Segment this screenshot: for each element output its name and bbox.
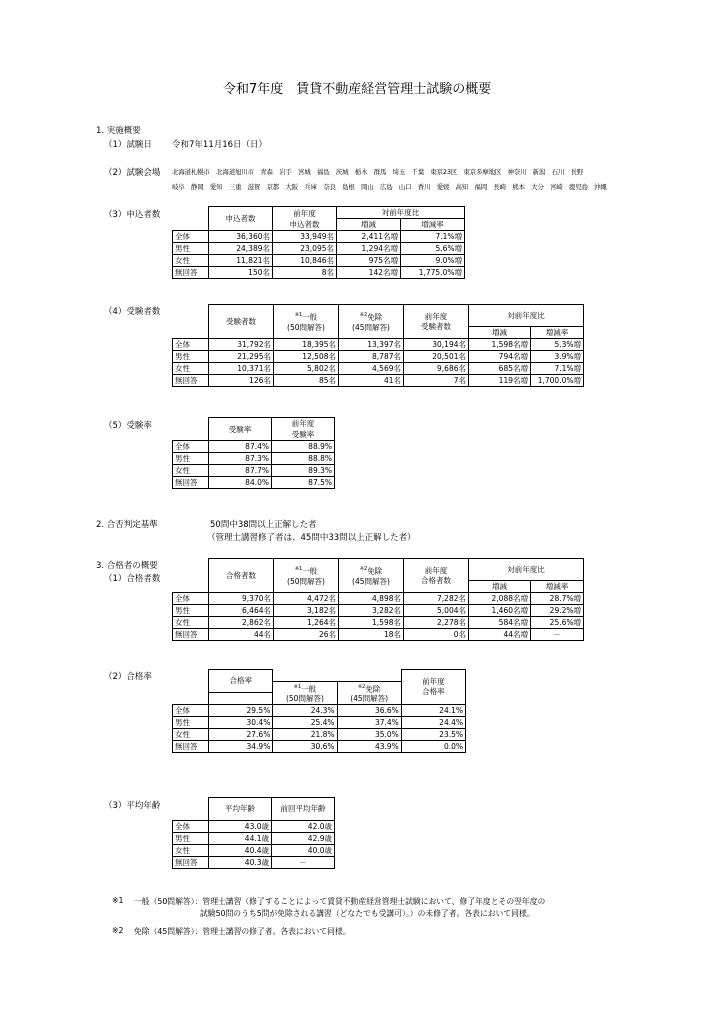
- cell-rate: 5.3%増: [531, 339, 584, 351]
- applicants-label: （3）申込者数: [104, 210, 161, 220]
- passrate-header-general: [273, 681, 337, 705]
- passers-table: [172, 558, 584, 641]
- cell-exempt: 43.9%: [337, 741, 401, 753]
- cell-rate: 7.1%増: [531, 363, 584, 375]
- table-row: [173, 820, 335, 832]
- cell-prev: 0名: [404, 629, 469, 641]
- age-header-prev: 前回平均年齢: [272, 798, 335, 821]
- table-row: [173, 231, 465, 243]
- cell-prev: 0.0%: [401, 741, 465, 753]
- examinees-header-count: 受験者数: [209, 305, 274, 339]
- header-exempt-sub: (45問解答): [350, 694, 389, 703]
- note-1-mark: ※1: [112, 896, 124, 905]
- age-header-avg: 平均年齢: [209, 798, 272, 821]
- cell-diff: 975名増: [337, 255, 401, 267]
- cell-rate: 87.3%: [209, 453, 272, 465]
- cell-rate: 28.7%増: [531, 593, 584, 605]
- cell-count: 11,821名: [209, 255, 273, 267]
- row-category: 女性: [173, 844, 209, 856]
- cell-general: 26名: [274, 629, 339, 641]
- cell-count: 24,389名: [209, 243, 273, 255]
- row-category: 女性: [173, 617, 209, 629]
- pass-criteria-line1: 50問中38問以上正解した者: [210, 520, 317, 530]
- cell-general: 85名: [274, 375, 339, 387]
- cell-count: 2,862名: [209, 617, 274, 629]
- cell-general: 24.3%: [273, 705, 337, 717]
- passrate-header-exempt: [337, 681, 401, 705]
- cell-count: 10,371名: [209, 363, 274, 375]
- cell-count: 126名: [209, 375, 274, 387]
- section-3-heading: 3. 合格者の概要: [96, 561, 158, 571]
- row-category: 全体: [173, 820, 209, 832]
- row-category: 男性: [173, 351, 209, 363]
- cell-exempt: 41名: [339, 375, 404, 387]
- table-row: [173, 717, 466, 729]
- passers-header-general: [274, 559, 339, 593]
- table-row: [173, 705, 466, 717]
- row-category: 無回答: [173, 375, 209, 387]
- table-row: [173, 605, 584, 617]
- cell-exempt: 35.0%: [337, 729, 401, 741]
- cell-diff: 584名増: [469, 617, 531, 629]
- table-row: [173, 729, 466, 741]
- cell-exempt: 18名: [339, 629, 404, 641]
- row-category: 無回答: [173, 856, 209, 868]
- examinees-header-exempt: [339, 305, 404, 339]
- passrate-table: [172, 669, 466, 753]
- note-ref-2: ※2: [359, 566, 368, 573]
- applicants-header-diff: 増減: [337, 219, 401, 231]
- pass-criteria-line2: （管理士講習修了者は、45問中33問以上正解した者）: [207, 533, 416, 543]
- passers-header-rate: 増減率: [531, 581, 584, 593]
- cell-prev: 33,949名: [273, 231, 337, 243]
- cell-general: 25.4%: [273, 717, 337, 729]
- cell-prev: 42.9歳: [272, 832, 335, 844]
- passers-header-prev: 前年度 合格者数: [404, 559, 469, 593]
- cell-count: 150名: [209, 267, 273, 279]
- cell-avg: 40.4歳: [209, 844, 272, 856]
- note-1-line1: 一般（50問解答）：管理士講習（修了することによって賃貸不動産経営管理士試験において、修了年度とその翌年度の: [134, 897, 546, 906]
- applicants-header-compare: 対前年度比: [337, 207, 465, 219]
- cell-prev: 23.5%: [401, 729, 465, 741]
- cell-diff: 142名増: [337, 267, 401, 279]
- cell-diff: 2,088名増: [469, 593, 531, 605]
- cell-prev: 89.3%: [272, 465, 335, 477]
- cell-prev: 8名: [273, 267, 337, 279]
- header-general-sub: (50問解答): [287, 322, 325, 332]
- row-category: 無回答: [173, 741, 209, 753]
- applicants-table: [172, 206, 465, 279]
- table-row: [173, 844, 335, 856]
- header-general-label: 一般: [302, 566, 318, 576]
- rate-header-rate: 受験率: [209, 418, 272, 441]
- cell-rate: －: [531, 629, 584, 641]
- table-row: [173, 453, 335, 465]
- cell-general: 1,264名: [274, 617, 339, 629]
- table-row: [173, 243, 465, 255]
- cell-diff: 685名増: [469, 363, 531, 375]
- row-category: 男性: [173, 717, 209, 729]
- cell-prev: 88.8%: [272, 453, 335, 465]
- cell-rate: 87.4%: [209, 441, 272, 453]
- table-row: [173, 832, 335, 844]
- table-row: [173, 339, 584, 351]
- cell-general: 5,802名: [274, 363, 339, 375]
- table-row: [173, 267, 465, 279]
- cell-rate: 29.5%: [209, 705, 273, 717]
- passrate-header-rate: 合格率: [209, 670, 273, 693]
- table-row: [173, 856, 335, 868]
- cell-prev: 10,846名: [273, 255, 337, 267]
- cell-rate: 29.2%増: [531, 605, 584, 617]
- passers-header-count: 合格者数: [209, 559, 274, 593]
- row-category: 無回答: [173, 267, 209, 279]
- rate-label: （5）受験率: [104, 421, 152, 431]
- examinees-label: （4）受験者数: [104, 307, 161, 317]
- cell-exempt: 13,397名: [339, 339, 404, 351]
- row-category: 無回答: [173, 477, 209, 489]
- cell-prev: 7名: [404, 375, 469, 387]
- row-category: 男性: [173, 243, 209, 255]
- cell-general: 18,395名: [274, 339, 339, 351]
- cell-prev: 87.5%: [272, 477, 335, 489]
- cell-general: 30.6%: [273, 741, 337, 753]
- cell-prev: －: [272, 856, 335, 868]
- examinees-header-general: [274, 305, 339, 339]
- cell-general: 12,508名: [274, 351, 339, 363]
- applicants-header-rate: 増減率: [401, 219, 465, 231]
- cell-prev: 24.1%: [401, 705, 465, 717]
- note-2-line: 免除（45問解答）：管理士講習の修了者。各表において同様。: [134, 927, 351, 936]
- cell-prev: 7,282名: [404, 593, 469, 605]
- passers-label: （1）合格者数: [104, 574, 161, 584]
- cell-avg: 43.0歳: [209, 820, 272, 832]
- cell-exempt: 8,787名: [339, 351, 404, 363]
- table-row: [173, 363, 584, 375]
- table-row: [173, 477, 335, 489]
- row-category: 女性: [173, 255, 209, 267]
- cell-count: 6,464名: [209, 605, 274, 617]
- cell-rate: 1,700.0%増: [531, 375, 584, 387]
- cell-diff: 119名増: [469, 375, 531, 387]
- exam-date-label: （1）試験日: [104, 140, 152, 150]
- cell-prev: 20,501名: [404, 351, 469, 363]
- cell-exempt: 3,282名: [339, 605, 404, 617]
- cell-exempt: 1,598名: [339, 617, 404, 629]
- cell-rate: 87.7%: [209, 465, 272, 477]
- cell-exempt: 37.4%: [337, 717, 401, 729]
- age-table: [172, 797, 335, 869]
- cell-count: 9,370名: [209, 593, 274, 605]
- venue-label: （2）試験会場: [104, 168, 161, 178]
- table-row: [173, 629, 584, 641]
- cell-prev: 24.4%: [401, 717, 465, 729]
- cell-count: 31,792名: [209, 339, 274, 351]
- applicants-header-count: 申込者数: [209, 207, 273, 231]
- cell-exempt: 4,569名: [339, 363, 404, 375]
- cell-prev: 5,004名: [404, 605, 469, 617]
- header-general-label: 一般: [301, 684, 317, 693]
- cell-rate: 5.6%増: [401, 243, 465, 255]
- row-category: 女性: [173, 465, 209, 477]
- header-general-label: 一般: [302, 312, 318, 322]
- examinees-header-diff: 増減: [469, 327, 531, 339]
- row-category: 女性: [173, 363, 209, 375]
- page-title: 令和7年度 賃貸不動産経営管理士試験の概要: [223, 82, 492, 97]
- venue-list-line1: 北海道札幌市 北海道旭川市 青森 岩手 宮城 福島 茨城 栃木 群馬 埼玉 千葉 東京23区 東京多摩地区 神奈川 新潟 石川 長野: [172, 168, 584, 176]
- cell-count: 44名: [209, 629, 274, 641]
- header-exempt-sub: (45問解答): [352, 576, 390, 586]
- table-row: [173, 375, 584, 387]
- cell-prev: 30,194名: [404, 339, 469, 351]
- cell-count: 36,360名: [209, 231, 273, 243]
- cell-rate: 3.9%増: [531, 351, 584, 363]
- header-general-sub: (50問解答): [285, 694, 324, 703]
- exam-date-value: 令和7年11月16日（日）: [172, 140, 268, 150]
- cell-diff: 1,460名増: [469, 605, 531, 617]
- cell-general: 21.8%: [273, 729, 337, 741]
- header-exempt-label: 免除: [367, 312, 383, 322]
- header-exempt-label: 免除: [367, 566, 383, 576]
- cell-diff: 1,598名増: [469, 339, 531, 351]
- section-2-heading: 2. 合否判定基準: [96, 520, 158, 530]
- table-row: [173, 351, 584, 363]
- table-row: [173, 617, 584, 629]
- table-row: [173, 465, 335, 477]
- examinees-table: [172, 304, 584, 387]
- cell-diff: 1,294名増: [337, 243, 401, 255]
- row-category: 全体: [173, 231, 209, 243]
- cell-prev: 88.9%: [272, 441, 335, 453]
- examinees-header-rate: 増減率: [531, 327, 584, 339]
- note-ref-2: ※2: [357, 683, 366, 690]
- passers-header-diff: 増減: [469, 581, 531, 593]
- cell-prev: 23,095名: [273, 243, 337, 255]
- cell-rate: 30.4%: [209, 717, 273, 729]
- cell-count: 21,295名: [209, 351, 274, 363]
- examinees-header-prev: 前年度 受験者数: [404, 305, 469, 339]
- venue-list-line2: 岐阜 静岡 愛知 三重 滋賀 京都 大阪 兵庫 奈良 島根 岡山 広島 山口 香川 愛媛 高知 福岡 長崎 熊本 大分 宮崎 鹿児島 沖縄: [172, 183, 607, 191]
- rate-header-prev: 前年度 受験率: [272, 418, 335, 441]
- note-ref-1: ※1: [294, 566, 303, 573]
- passers-header-compare: 対前年度比: [469, 559, 584, 581]
- cell-diff: 44名増: [469, 629, 531, 641]
- header-general-sub: (50問解答): [287, 576, 325, 586]
- cell-prev: 2,278名: [404, 617, 469, 629]
- cell-avg: 40.3歳: [209, 856, 272, 868]
- row-category: 全体: [173, 441, 209, 453]
- cell-rate: 34.9%: [209, 741, 273, 753]
- row-category: 全体: [173, 705, 209, 717]
- row-category: 男性: [173, 832, 209, 844]
- rate-table: [172, 417, 335, 489]
- cell-rate: 25.6%増: [531, 617, 584, 629]
- cell-rate: 7.1%増: [401, 231, 465, 243]
- row-category: 男性: [173, 605, 209, 617]
- row-category: 全体: [173, 339, 209, 351]
- table-row: [173, 441, 335, 453]
- cell-exempt: 36.6%: [337, 705, 401, 717]
- row-category: 無回答: [173, 629, 209, 641]
- cell-general: 4,472名: [274, 593, 339, 605]
- row-category: 全体: [173, 593, 209, 605]
- cell-avg: 44.1歳: [209, 832, 272, 844]
- row-category: 女性: [173, 729, 209, 741]
- cell-rate: 1,775.0%増: [401, 267, 465, 279]
- table-row: [173, 593, 584, 605]
- cell-diff: 2,411名増: [337, 231, 401, 243]
- cell-rate: 84.0%: [209, 477, 272, 489]
- cell-prev: 42.0歳: [272, 820, 335, 832]
- row-category: 男性: [173, 453, 209, 465]
- note-ref-1: ※1: [294, 312, 303, 319]
- cell-prev: 40.0歳: [272, 844, 335, 856]
- table-row: [173, 741, 466, 753]
- examinees-header-compare: 対前年度比: [469, 305, 584, 327]
- cell-general: 3,182名: [274, 605, 339, 617]
- header-exempt-sub: (45問解答): [352, 322, 390, 332]
- passrate-header-prev: 前年度 合格率: [401, 670, 465, 705]
- cell-rate: 9.0%増: [401, 255, 465, 267]
- header-exempt-label: 免除: [365, 684, 381, 693]
- note-ref-2: ※2: [359, 312, 368, 319]
- cell-prev: 9,686名: [404, 363, 469, 375]
- passrate-label: （2）合格率: [104, 672, 152, 682]
- note-ref-1: ※1: [293, 683, 302, 690]
- applicants-header-prev: 前年度 申込者数: [273, 207, 337, 231]
- note-1-line2: 試験50問のうち5問が免除される講習（どなたでも受講可）。）の未修了者。各表において同様。: [200, 909, 535, 918]
- cell-diff: 794名増: [469, 351, 531, 363]
- note-2-mark: ※2: [112, 926, 124, 935]
- table-row: [173, 255, 465, 267]
- passers-header-exempt: [339, 559, 404, 593]
- cell-exempt: 4,898名: [339, 593, 404, 605]
- cell-rate: 27.6%: [209, 729, 273, 741]
- section-1-heading: 1. 実施概要: [96, 126, 141, 136]
- age-label: （3）平均年齢: [104, 801, 161, 811]
